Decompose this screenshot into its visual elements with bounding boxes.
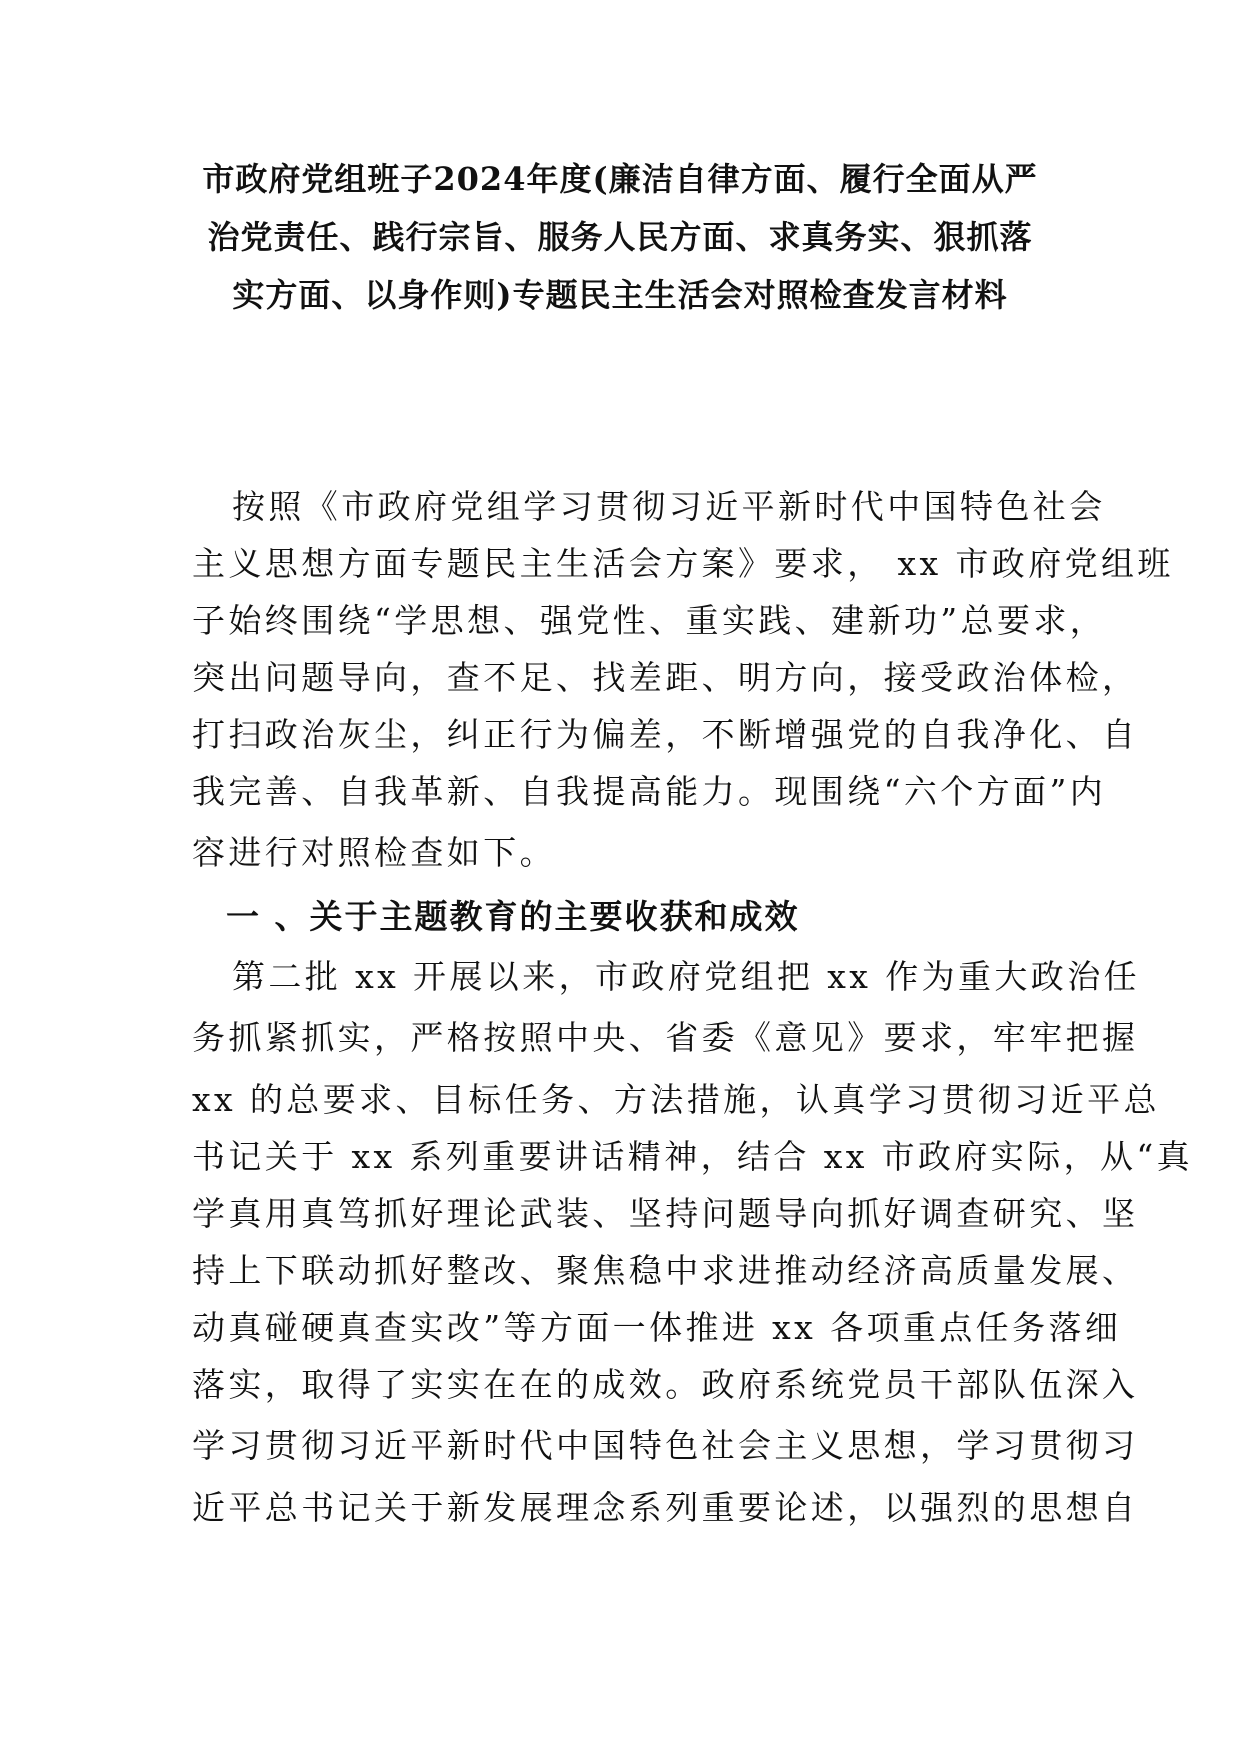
paragraph-line: 主义思想方面专题民主生活会方案》要求， xx 市政府党组班 (192, 544, 1174, 583)
paragraph-line: 持上下联动抓好整改、聚焦稳中求进推动经济高质量发展、 (192, 1251, 1139, 1290)
paragraph-line: 第二批 xx 开展以来，市政府党组把 xx 作为重大政治任 (232, 957, 1141, 996)
title-line: 治党责任、践行宗旨、服务人民方面、求真务实、狠抓落 (207, 218, 1033, 256)
document-body (192, 478, 1194, 1536)
paragraph-line: xx 的总要求、目标任务、方法措施，认真学习贯彻习近平总 (192, 1080, 1160, 1119)
paragraph-line: 近平总书记关于新发展理念系列重要论述，以强烈的思想自 (192, 1488, 1139, 1527)
paragraph-line: 务抓紧抓实，严格按照中央、省委《意见》要求，牢牢把握 (192, 1018, 1139, 1057)
title-line: 市政府党组班子2024年度(廉洁自律方面、履行全面从严 (202, 160, 1038, 198)
paragraph-line: 容进行对照检查如下。 (192, 833, 556, 872)
paragraph-line: 突出问题导向，查不足、找差距、明方向，接受政治体检， (192, 658, 1139, 697)
paragraph-line: 动真碰硬真查实改”等方面一体推进 xx 各项重点任务落细 (192, 1308, 1122, 1347)
paragraph-line: 学真用真笃抓好理论武装、坚持问题导向抓好调查研究、坚 (192, 1194, 1139, 1233)
section-paragraph (192, 948, 1194, 1536)
paragraph-line: 落实，取得了实实在在的成效。政府系统党员干部队伍深入 (192, 1365, 1139, 1404)
title-line: 实方面、以身作则)专题民主生活会对照检查发言材料 (232, 276, 1008, 314)
paragraph-line: 书记关于 xx 系列重要讲话精神，结合 xx 市政府实际，从“真 (192, 1137, 1194, 1176)
paragraph-line: 子始终围绕“学思想、强党性、重实践、建新功”总要求， (192, 601, 1107, 640)
intro-paragraph (192, 478, 1174, 886)
document-title (180, 150, 1060, 324)
paragraph-line: 按照《市政府党组学习贯彻习近平新时代中国特色社会 (232, 487, 1106, 526)
paragraph-line: 我完善、自我革新、自我提高能力。现围绕“六个方面”内 (192, 772, 1107, 811)
section-heading: 一 、关于主题教育的主要收获和成效 (226, 897, 800, 936)
paragraph-line: 学习贯彻习近平新时代中国特色社会主义思想，学习贯彻习 (192, 1426, 1139, 1465)
paragraph-line: 打扫政治灰尘，纠正行为偏差，不断增强党的自我净化、自 (192, 715, 1139, 754)
